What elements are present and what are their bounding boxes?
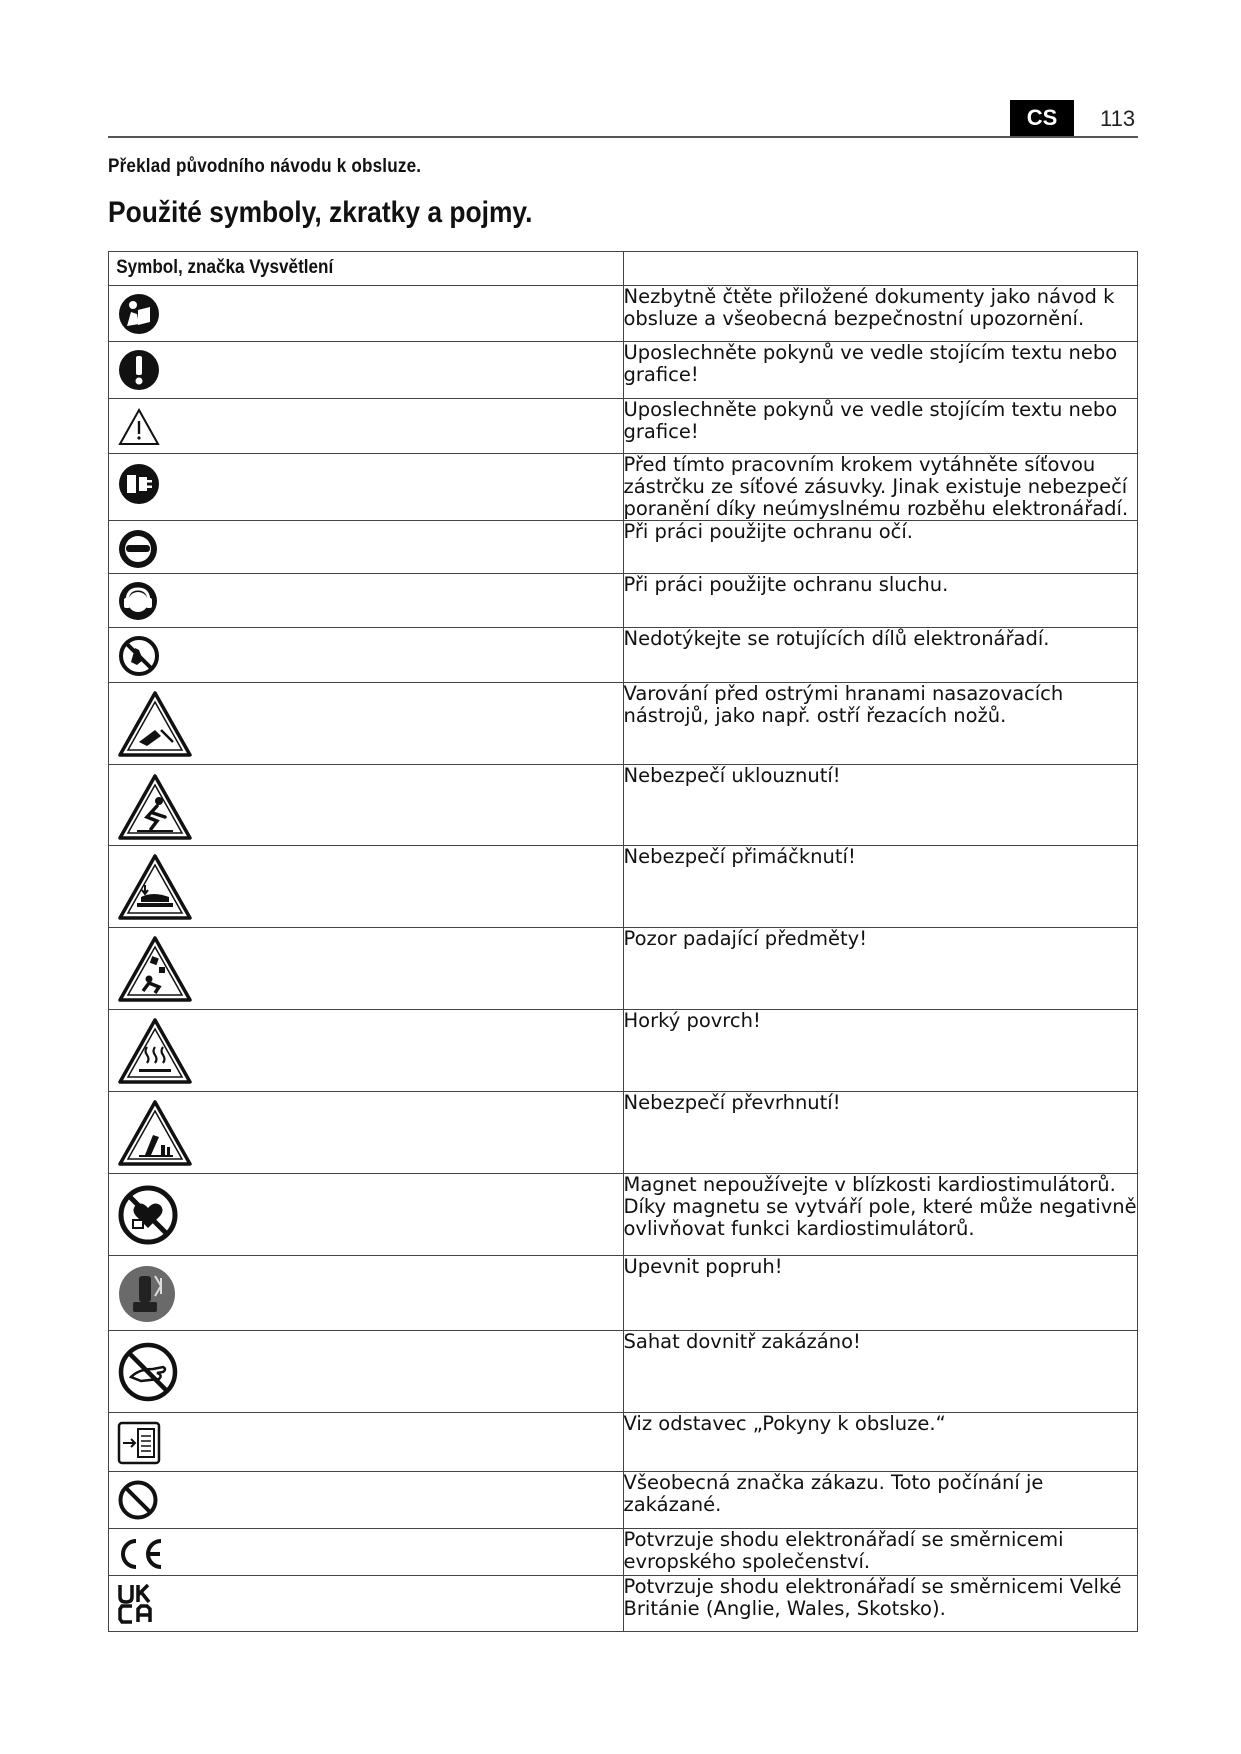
row-text: Magnet nepoužívejte v blízkosti kardiostimulátorů. Díky magnetu se vytváří pole, které může negativně ovlivňovat funkci kardiostimulátorů. <box>623 1174 1138 1256</box>
hearing-protection-icon <box>117 580 159 622</box>
table-row <box>109 399 1138 454</box>
symbols-table <box>108 251 1138 1632</box>
table-row <box>109 628 1138 683</box>
read-manual-icon <box>117 292 161 336</box>
row-text: Pozor padající předměty! <box>623 928 1138 1010</box>
hot-surface-icon <box>117 1017 193 1085</box>
ukca-mark-icon <box>117 1583 157 1625</box>
row-text: Všeobecná značka zákazu. Toto počínání je zakázané. <box>623 1472 1138 1529</box>
table-row <box>109 1092 1138 1174</box>
falling-objects-icon <box>117 935 193 1003</box>
table-row <box>109 342 1138 399</box>
row-text: Potvrzuje shodu elektronářadí se směrnicemi Velké Británie (Anglie, Wales, Skotsko). <box>623 1576 1138 1632</box>
row-text: Horký povrch! <box>623 1010 1138 1092</box>
table-row <box>109 1174 1138 1256</box>
row-text: Před tímto pracovním krokem vytáhněte síťovou zástrčku ze síťové zásuvky. Jinak existuje nebezpečí poranění díky neúmyslnému rozběhu elektronářadí. <box>623 454 1138 521</box>
row-text: Nezbytně čtěte přiložené dokumenty jako návod k obsluze a všeobecná bezpečnostní upozornění. <box>623 286 1138 342</box>
crushing-hazard-icon <box>117 853 193 921</box>
page-title: Použité symboly, zkratky a pojmy. <box>108 196 533 229</box>
table-row <box>109 846 1138 928</box>
no-reaching-in-icon <box>117 1341 179 1403</box>
row-text: Viz odstavec „Pokyny k obsluze.“ <box>623 1413 1138 1472</box>
column-header-symbol: Symbol, značka Vysvětlení <box>109 252 624 286</box>
row-text: Nebezpečí převrhnutí! <box>623 1092 1138 1174</box>
row-text: Nebezpečí uklouznutí! <box>623 765 1138 846</box>
table-row <box>109 765 1138 846</box>
table-row <box>109 1331 1138 1413</box>
no-touching-rotating-parts-icon <box>117 634 161 678</box>
row-text: Varování před ostrými hranami nasazovacích nástrojů, jako např. ostří řezacích nožů. <box>623 683 1138 765</box>
table-row <box>109 521 1138 574</box>
no-pacemaker-icon <box>117 1184 179 1246</box>
column-header-explanation <box>623 252 1138 286</box>
warning-triangle-icon <box>117 407 161 447</box>
prohibition-icon <box>117 1479 159 1521</box>
exclamation-mark-icon <box>117 348 161 392</box>
header-divider <box>108 136 1138 138</box>
eye-protection-icon <box>117 528 159 570</box>
document-subtitle: Překlad původního návodu k obsluze. <box>108 156 422 177</box>
sharp-edges-warning-icon <box>117 690 193 758</box>
row-text: Při práci použijte ochranu očí. <box>623 521 1138 574</box>
row-text: Upevnit popruh! <box>623 1256 1138 1331</box>
table-row <box>109 286 1138 342</box>
page-number: 113 <box>1100 106 1136 131</box>
table-row <box>109 1576 1138 1632</box>
table-row <box>109 454 1138 521</box>
row-text: Potvrzuje shodu elektronářadí se směrnicemi evropského společenství. <box>623 1529 1138 1576</box>
row-text: Nedotýkejte se rotujících dílů elektronářadí. <box>623 628 1138 683</box>
fasten-strap-icon <box>117 1264 177 1324</box>
table-row <box>109 1413 1138 1472</box>
tipping-hazard-icon <box>117 1099 193 1167</box>
table-row <box>109 1010 1138 1092</box>
table-row <box>109 1529 1138 1576</box>
table-row <box>109 574 1138 628</box>
row-text: Uposlechněte pokynů ve vedle stojícím textu nebo grafice! <box>623 399 1138 454</box>
table-row <box>109 1256 1138 1331</box>
see-instructions-icon <box>117 1421 161 1465</box>
table-row <box>109 1472 1138 1529</box>
ce-mark-icon <box>117 1537 165 1571</box>
table-row <box>109 928 1138 1010</box>
row-text: Uposlechněte pokynů ve vedle stojícím textu nebo grafice! <box>623 342 1138 399</box>
row-text: Sahat dovnitř zakázáno! <box>623 1331 1138 1413</box>
row-text: Při práci použijte ochranu sluchu. <box>623 574 1138 628</box>
slipping-hazard-icon <box>117 773 193 841</box>
table-row <box>109 683 1138 765</box>
unplug-mains-icon <box>117 462 161 506</box>
table-header-row <box>109 252 1138 286</box>
row-text: Nebezpečí přimáčknutí! <box>623 846 1138 928</box>
language-badge: CS <box>1010 100 1074 136</box>
